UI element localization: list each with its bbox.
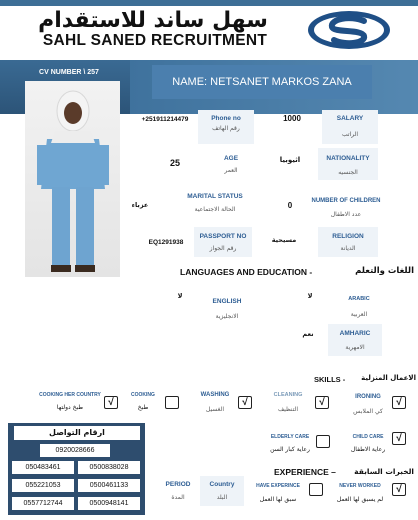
amharic-value: نعم xyxy=(302,330,314,338)
skill-cooking-label: COOKING xyxy=(131,392,155,398)
phone-label-ar: رقم الهاتف xyxy=(212,125,240,132)
skill-child-care-label: CHILD CARE xyxy=(352,434,384,440)
skill-elderly-care-label: ELDERLY CARE xyxy=(270,434,310,440)
skill-ironing-label-ar: كي الملابس xyxy=(353,408,383,415)
amharic-label: AMHARIC xyxy=(339,330,371,337)
skill-cooking-her-country-label: COOKING HER COUNTRY xyxy=(39,392,101,398)
contact-title: ارقام التواصل xyxy=(14,426,140,440)
salary-value: 1000 xyxy=(283,114,301,123)
skill-cleaning-checkbox[interactable]: √ xyxy=(315,396,329,409)
children-label: NUMBER OF CHILDREN xyxy=(311,198,381,204)
experience-title-ar: الخبرات السابقة xyxy=(354,467,414,476)
age-value: 25 xyxy=(169,158,180,168)
experience-period-label-ar: المدة xyxy=(171,494,185,501)
experience-never-checkbox[interactable]: √ xyxy=(392,483,406,496)
arabic-label: ARABIC xyxy=(348,296,370,302)
skill-ironing-label: IRONING xyxy=(355,394,381,400)
marital-label-ar: الحالة الاجتماعية xyxy=(194,206,236,213)
skills-title-ar: الاعمال المنزلية xyxy=(361,374,416,382)
candidate-name: NAME: NETSANET MARKOS ZANA xyxy=(152,65,372,99)
skills-title: SKILLS - xyxy=(314,375,346,384)
religion-value: مسيحية xyxy=(271,236,297,244)
amharic-label-ar: الامهرية xyxy=(345,344,365,351)
cv-number: CV NUMBER \ 257 xyxy=(39,69,99,76)
skill-elderly-care-label-ar: رعاية كبار السن xyxy=(270,446,310,453)
skill-child-care-checkbox[interactable]: √ xyxy=(392,432,406,445)
passport-label-ar: رقم الجواز xyxy=(209,245,237,252)
salary-label: SALARY xyxy=(336,115,364,122)
skill-washing-checkbox[interactable]: √ xyxy=(238,396,252,409)
experience-have-label-ar: سبق لها العمل xyxy=(259,496,297,503)
skill-washing-label-ar: الغسيل xyxy=(205,406,225,413)
salary-label-ar: الراتب xyxy=(341,131,359,138)
skill-cleaning-label-ar: التنظيف xyxy=(277,406,299,413)
skill-elderly-care-checkbox[interactable] xyxy=(316,435,330,448)
experience-have-checkbox[interactable] xyxy=(309,483,323,496)
phone-label: Phone no xyxy=(211,115,241,122)
nationality-value: اثيوبيا xyxy=(279,156,301,164)
children-label-ar: عدد الاطفال xyxy=(330,211,362,218)
english-label: ENGLISH xyxy=(212,298,242,305)
experience-period-label: PERIOD xyxy=(165,481,191,488)
english-value: لا xyxy=(177,292,183,300)
skill-cooking-her-country-checkbox[interactable]: √ xyxy=(104,396,118,409)
company-logo-icon xyxy=(306,9,392,51)
experience-title: EXPERIENCE – xyxy=(274,467,336,477)
passport-value: EQ1291938 xyxy=(148,239,184,246)
passport-label: PASSPORT NO xyxy=(199,233,247,240)
top-band xyxy=(0,0,418,6)
nationality-label-ar: الجنسيه xyxy=(338,169,358,176)
contact-number: 050483461 xyxy=(12,461,74,474)
skill-washing-label: WASHING xyxy=(200,392,230,398)
age-label: AGE xyxy=(223,155,239,162)
skill-cooking-label-ar: طبخ xyxy=(137,404,149,411)
phone-value: +251911214479 xyxy=(141,116,189,123)
arabic-value: لا xyxy=(307,292,313,300)
contact-number: 055221053 xyxy=(12,479,74,492)
experience-never-label: NEVER WORKED xyxy=(339,483,381,489)
company-name-en: SAHL SANED RECRUITMENT xyxy=(42,32,268,49)
contact-number: 0920028666 xyxy=(40,444,110,457)
experience-country-label-ar: البلد xyxy=(216,494,228,501)
contact-number: 0500838028 xyxy=(78,461,140,474)
skill-ironing-checkbox[interactable]: √ xyxy=(392,396,406,409)
religion-label: RELIGION xyxy=(332,233,364,240)
candidate-photo xyxy=(25,81,120,277)
english-label-ar: الانجليزية xyxy=(215,313,239,320)
religion-label-ar: الديانة xyxy=(340,245,356,252)
amharic-label-cell xyxy=(328,324,382,356)
religion-label-cell xyxy=(318,227,378,257)
experience-have-label: HAVE EXPERINCE xyxy=(256,483,300,489)
experience-country-label: Country xyxy=(209,481,235,488)
marital-label: MARITAL STATUS xyxy=(187,193,243,200)
skill-child-care-label-ar: رعاية الاطفال xyxy=(350,446,386,453)
contact-number: 0557712744 xyxy=(12,497,74,510)
age-label-ar: العمر xyxy=(224,167,238,174)
languages-title: LANGUAGES AND EDUCATION - xyxy=(180,267,313,277)
nationality-label: NATIONALITY xyxy=(326,155,370,162)
company-name-ar: سهل ساند للاستقدام xyxy=(38,8,268,33)
children-value: 0 xyxy=(287,201,293,210)
skill-cooking-her-country-label-ar: طبخ دولتها xyxy=(56,404,84,411)
contact-number: 0500461133 xyxy=(78,479,140,492)
passport-label-cell xyxy=(194,227,252,257)
arabic-label-ar: العربية xyxy=(350,311,368,318)
contact-number: 0500948141 xyxy=(78,497,140,510)
languages-title-ar: اللغات والتعلم xyxy=(355,266,414,276)
marital-value: عزباء xyxy=(131,201,149,209)
skill-cooking-checkbox[interactable] xyxy=(165,396,179,409)
experience-never-label-ar: لم يسبق لها العمل xyxy=(336,496,384,503)
skill-cleaning-label: CLEANING xyxy=(273,392,303,398)
